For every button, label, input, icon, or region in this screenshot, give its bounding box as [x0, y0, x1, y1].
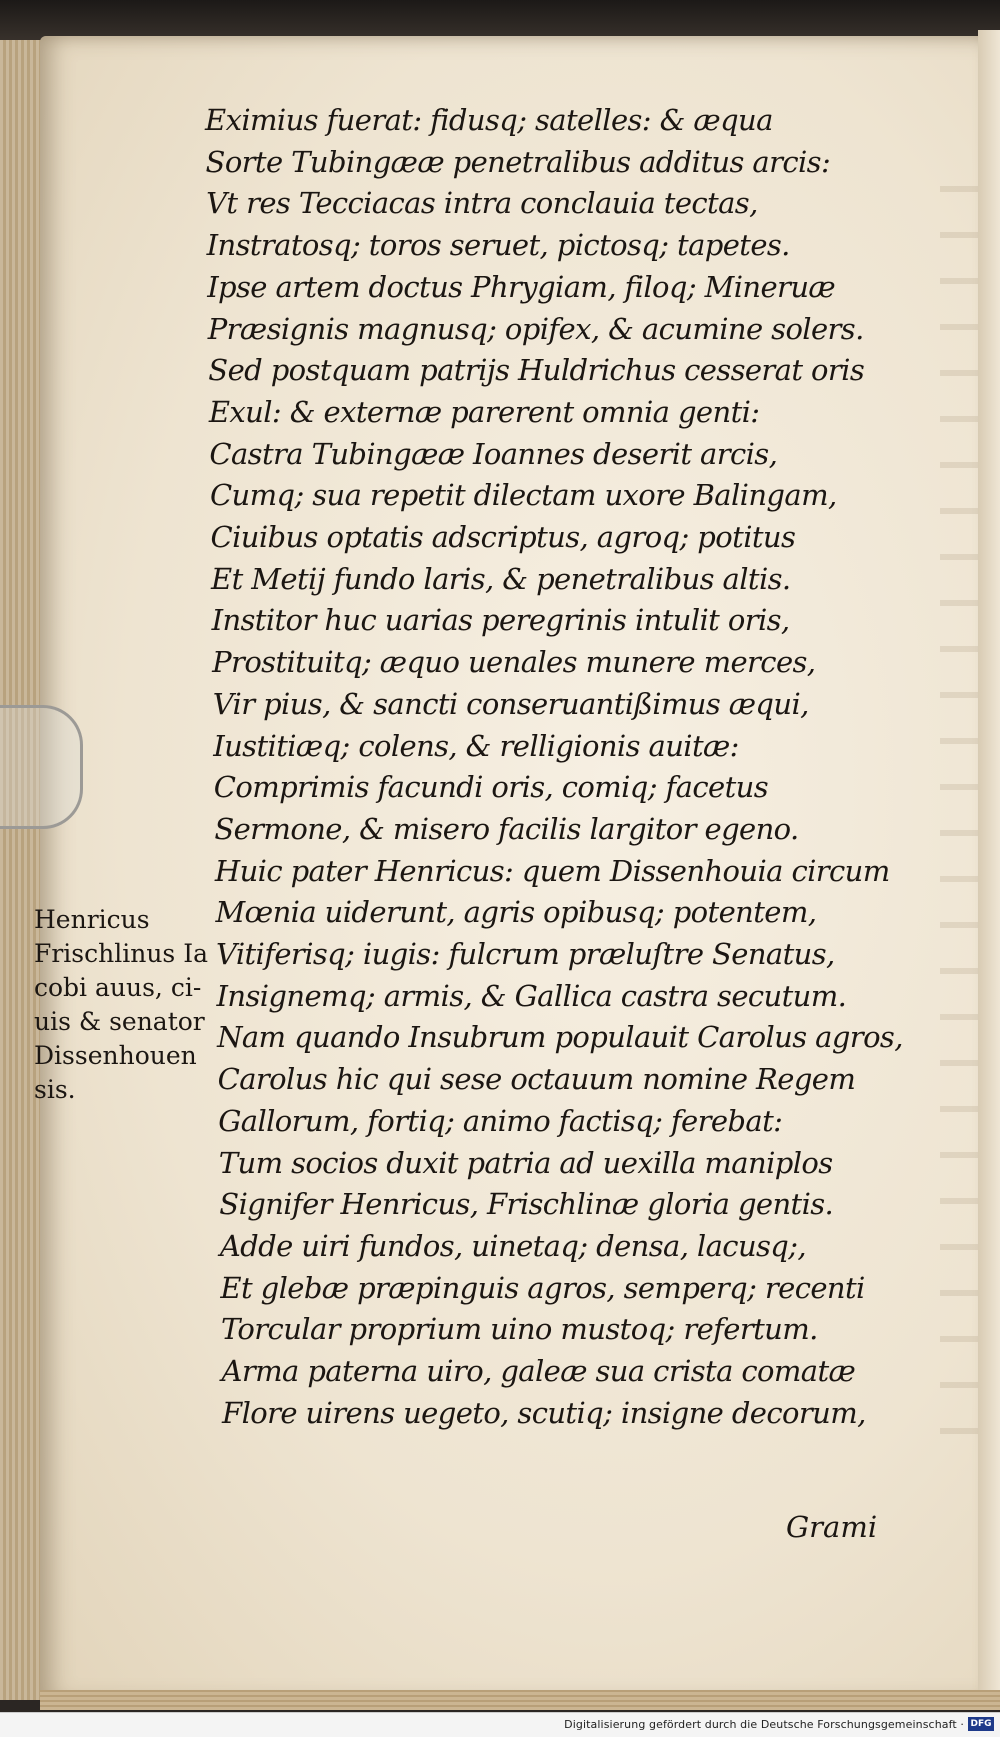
verse-line: Vir pius, & sancti conseruantißimus æqui,: [212, 686, 809, 721]
margin-note-line: Dissenhouen: [34, 1041, 197, 1070]
verse-line: Sermone, & misero facilis largitor egeno.: [214, 811, 799, 846]
verse-line: Arma paterna uiro, galeæ sua crista comatæ: [221, 1354, 856, 1388]
verse-line: Iustitiæq; colens, & relligionis auitæ:: [213, 728, 739, 763]
margin-note-line: sis.: [34, 1075, 76, 1104]
verse-line: Instratosq; toros seruet, pictosq; tapetes.: [206, 228, 790, 263]
verse-line: Institor huc uarias peregrinis intulit oris,: [211, 603, 790, 638]
verse-line: Vt res Tecciacas intra conclauia tectas,: [206, 186, 758, 221]
verse-line: Sed postquam patrijs Huldrichus cesserat oris: [208, 353, 865, 388]
verse-line: Prostituitq; æquo uenales munere merces,: [212, 645, 816, 680]
verse-line: Comprimis facundi oris, comiq; facetus: [213, 770, 768, 805]
margin-note-line: cobi auus, ci-: [34, 973, 202, 1002]
verse-line: Mœnia uiderunt, agris opibusq; potentem,: [215, 895, 817, 930]
verse-line: Signifer Henricus, Frischlinæ gloria gentis.: [219, 1187, 834, 1222]
footer-credit: Digitalisierung gefördert durch die Deutsche Forschungsgemeinschaft ·: [564, 1718, 964, 1731]
verse-line: Et Metij fundo laris, & penetralibus altis.: [211, 561, 791, 596]
verse-line: Gallorum, fortiq; animo factisq; ferebat:: [218, 1103, 783, 1138]
verse-line: Castra Tubingææ Ioannes deserit arcis,: [209, 436, 778, 471]
verse-line: Ipse artem doctus Phrygiam, filoq; Mineruæ: [207, 269, 836, 304]
verse-line: Carolus hic qui sese octauum nomine Regem: [217, 1062, 856, 1097]
verse-line: Flore uirens uegeto, scutiq; insigne decorum,: [222, 1395, 866, 1430]
verse-line: Eximius fuerat: fidusq; satelles: & æqua: [205, 103, 773, 137]
verse-line: Et glebæ præpinguis agros, semperq; recenti: [220, 1270, 865, 1305]
verse-line: Ciuibus optatis adscriptus, agroq; potitus: [210, 520, 796, 554]
verse-line: Præsignis magnusq; opifex, & acumine solers.: [207, 311, 864, 346]
verse-line: Huic pater Henricus: quem Dissenhouia circum: [214, 853, 890, 888]
verse-line: Nam quando Insubrum populauit Carolus agros,: [217, 1020, 903, 1055]
verse-line: Insignemq; armis, & Gallica castra secutum.: [216, 978, 847, 1013]
margin-note-line: uis & senator: [34, 1007, 205, 1036]
verse-line: Tum socios duxit patria ad uexilla maniplos: [218, 1145, 833, 1180]
catchword: Grami: [786, 1510, 878, 1544]
verse-line: Vitiferisq; iugis: fulcrum præluſtre Senatus,: [216, 937, 835, 971]
margin-note-line: Henricus: [34, 905, 150, 934]
verse-line: Torcular proprium uino mustoq; refertum.: [220, 1312, 818, 1347]
verse-line: Exul: & externæ parerent omnia genti:: [208, 394, 760, 429]
verse-line: Sorte Tubingææ penetralibus additus arcis:: [205, 144, 831, 179]
verse-line: Adde uiri fundos, uinetaq; densa, lacusq;,: [219, 1228, 807, 1263]
margin-note: [34, 903, 224, 1107]
margin-note-line: Frischlinus Ia: [34, 939, 208, 968]
verse-line: Cumq; sua repetit dilectam uxore Balingam,: [209, 478, 837, 513]
dfg-logo: DFG: [968, 1717, 994, 1731]
footer-bar: [0, 1712, 1000, 1737]
